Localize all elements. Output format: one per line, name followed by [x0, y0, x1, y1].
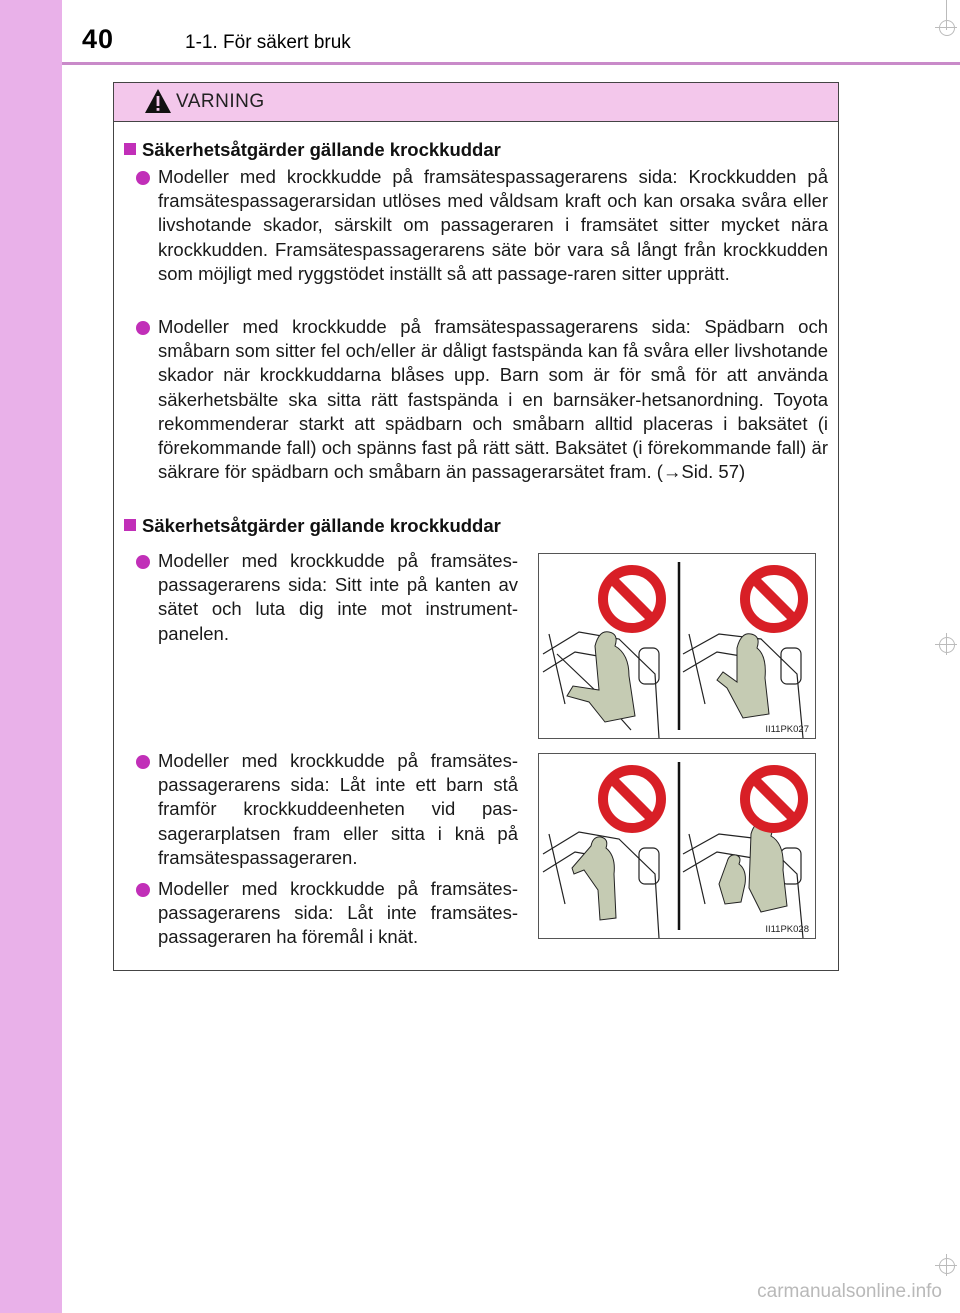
bullet-dot-icon — [136, 883, 150, 897]
heading-square-icon — [124, 519, 136, 531]
warning-title: VARNING — [176, 91, 265, 112]
page-number: 40 — [82, 24, 115, 54]
prohibited-icon — [597, 764, 667, 839]
heading-square-icon — [124, 143, 136, 155]
section-heading: Säkerhetsåtgärder gällande krockkuddar — [124, 139, 501, 161]
warning-header — [114, 83, 838, 122]
list-item: Modeller med krockkudde på framsätes-passagerarens sida: Låt inte framsätes-passageraren ha föremål i knät. — [136, 877, 518, 950]
prohibited-icon — [739, 564, 809, 639]
warning-triangle-icon — [144, 88, 172, 119]
figure-code: II11PK027 — [765, 724, 809, 735]
list-item: Modeller med krockkudde på framsätespassagerarens sida: Spädbarn och småbarn som sitter fel och/eller är dåligt fastspända kan få svåra eller livshotande skador när krockkuddarna blåses upp. Barn som är för små för att använda säkerhetsbälte ska sitta rätt fastspända i en barnsäker-hetsanordning. Toyota rekommenderar starkt att spädbarn och småbarn alltid placeras i baksätet (i förekommande fall) och spänns fast på rätt sätt. Baksätet (i förekommande fall) är säkrare för spädbarn och småbarn än passagerarsätet fram. (→Sid. 57) — [136, 315, 828, 484]
bullet-dot-icon — [136, 171, 150, 185]
bullet-dot-icon — [136, 755, 150, 769]
figure-code: II11PK028 — [765, 924, 809, 935]
page-side-bar — [0, 0, 62, 1313]
warning-box — [113, 82, 839, 971]
list-item: Modeller med krockkudde på framsätespassagerarens sida: Krockkudden på framsätespassagerarsidan utlöses med våldsam kraft och kan orsaka svåra eller livshotande skador, särskilt om passageraren i framsätet sitter mycket nära krockkudden. Framsätespassagerarens säte bör vara så långt från krockkudden som möjligt med ryggstödet inställt så att passage-raren sitter upprätt. — [136, 165, 828, 286]
illustration-figure — [538, 753, 816, 939]
list-item: Modeller med krockkudde på framsätes-passagerarens sida: Låt inte ett barn stå framför krockkuddeenheten vid pas-sagerarplatsen fram eller sitta i knä på framsätespassageraren. — [136, 749, 518, 870]
header-rule — [62, 62, 960, 65]
watermark: carmanualsonline.info — [757, 1281, 942, 1302]
list-item: Modeller med krockkudde på framsätes-passagerarens sida: Sitt inte på kanten av sätet och luta dig inte mot instrument-panelen. — [136, 549, 518, 646]
section-title: 1-1. För säkert bruk — [185, 32, 351, 53]
prohibited-icon — [597, 564, 667, 639]
bullet-dot-icon — [136, 555, 150, 569]
prohibited-icon — [739, 764, 809, 839]
bullet-dot-icon — [136, 321, 150, 335]
section-heading: Säkerhetsåtgärder gällande krockkuddar — [124, 515, 501, 537]
illustration-figure — [538, 553, 816, 739]
